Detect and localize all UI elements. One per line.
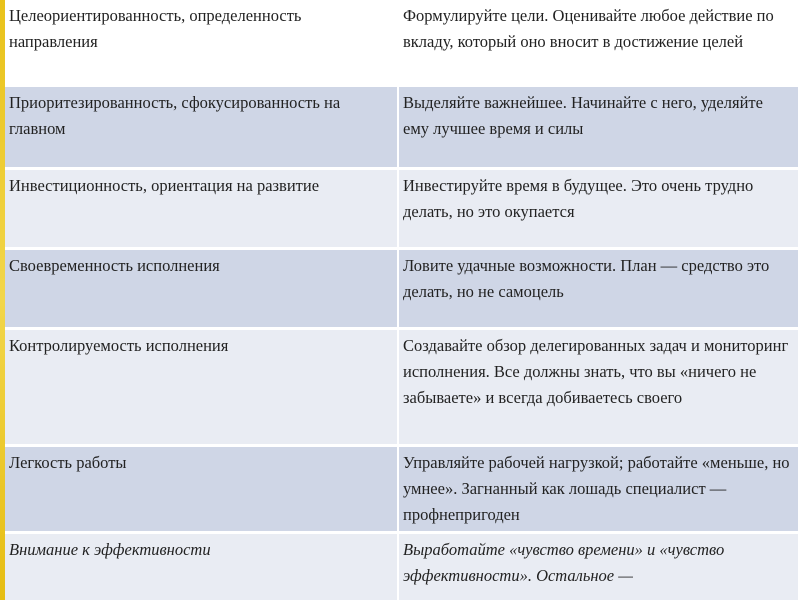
principle-cell: Контролируемость исполнения bbox=[5, 328, 398, 445]
principle-cell: Легкость работы bbox=[5, 445, 398, 532]
advice-cell: Управляйте рабочей нагрузкой; работайте «меньше, но умнее». Загнанный как лошадь специалист — профнепригоден bbox=[398, 445, 799, 532]
advice-cell: Выработайте «чувство времени» и «чувство эффективности». Остальное — bbox=[398, 532, 799, 600]
principle-cell: Приоритезированность, сфокусированность на главном bbox=[5, 85, 398, 168]
table-row bbox=[5, 445, 799, 532]
table-row bbox=[5, 532, 799, 600]
table-row bbox=[5, 248, 799, 328]
principle-cell: Своевременность исполнения bbox=[5, 248, 398, 328]
principles-table bbox=[5, 0, 800, 600]
table-row bbox=[5, 85, 799, 168]
table-row bbox=[5, 0, 799, 85]
advice-cell: Инвестируйте время в будущее. Это очень трудно делать, но это окупается bbox=[398, 168, 799, 248]
advice-cell: Создавайте обзор делегированных задач и мониторинг исполнения. Все должны знать, что вы «ничего не забываете» и всегда добиваетесь своего bbox=[398, 328, 799, 445]
principle-cell: Целеориентированность, определенность направления bbox=[5, 0, 398, 85]
table-row bbox=[5, 328, 799, 445]
principle-cell: Инвестиционность, ориентация на развитие bbox=[5, 168, 398, 248]
principle-cell: Внимание к эффективности bbox=[5, 532, 398, 600]
advice-cell: Выделяйте важнейшее. Начинайте с него, уделяйте ему лучшее время и силы bbox=[398, 85, 799, 168]
table-row bbox=[5, 168, 799, 248]
advice-cell: Ловите удачные возможности. План — средство это делать, но не самоцель bbox=[398, 248, 799, 328]
advice-cell: Формулируйте цели. Оценивайте любое действие по вкладу, который оно вносит в достижение целей bbox=[398, 0, 799, 85]
